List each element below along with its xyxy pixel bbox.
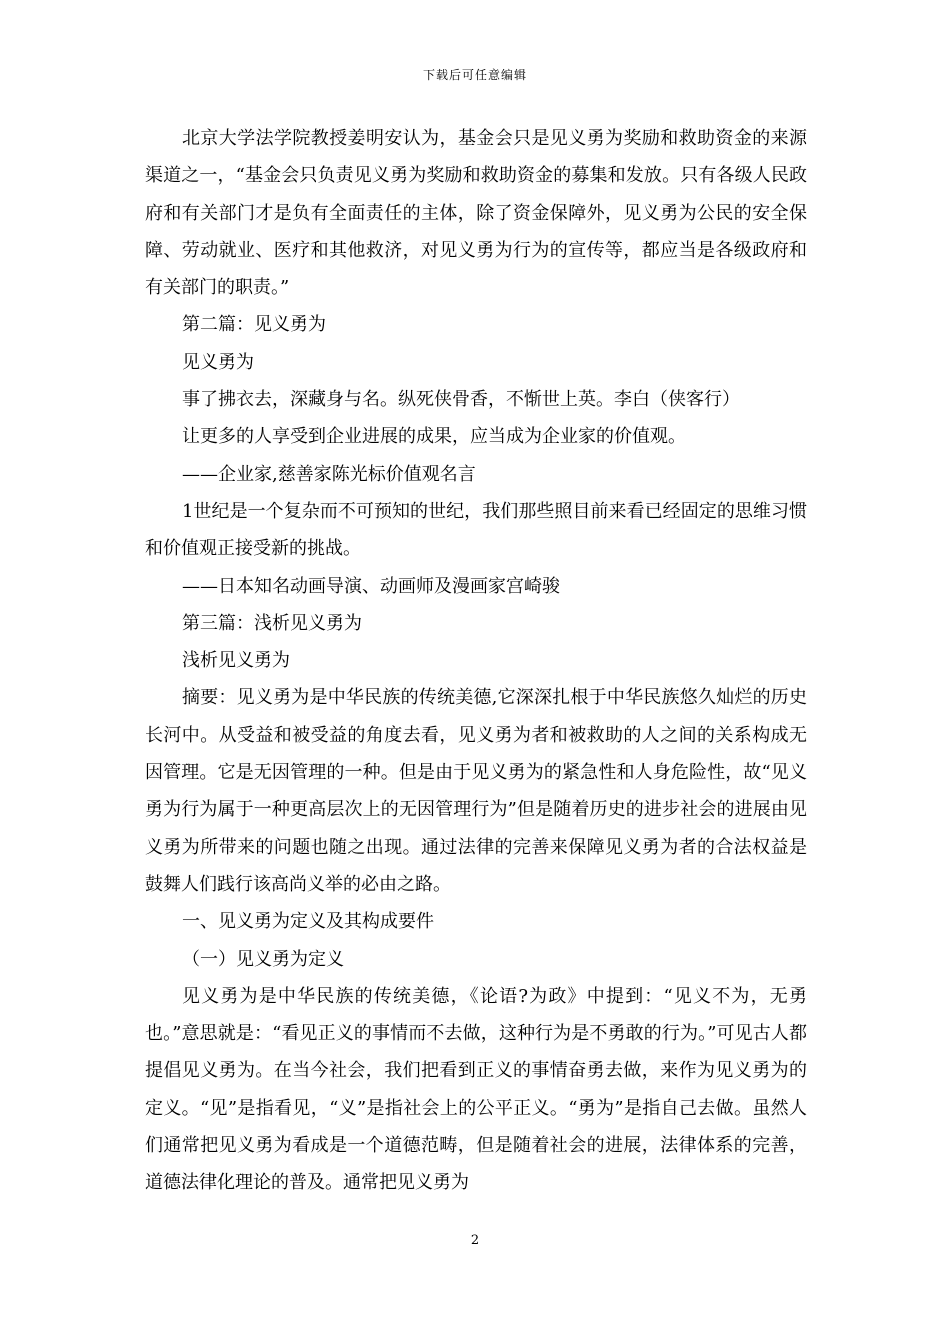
heading-definition-and-elements: 一、见义勇为定义及其构成要件 (182, 911, 434, 933)
paragraph-jiang-mingan-quote: 北京大学法学院教授姜明安认为，基金会只是见义勇为奖励和救助资金的来源渠道之一，“基金会只负责见义勇为奖励和救助资金的募集和发放。只有各级人民政府和有关部门才是负有全面责任的主体，除了资金保障外，见义勇为公民的安全保障、劳动就业、医疗和其他救济，对见义勇为行为的宣传等，都应当是各级政府和有关部门的职责。” (145, 128, 807, 299)
document-body (145, 120, 807, 1202)
subheading-jianyi-yongwei: 见义勇为 (182, 351, 254, 373)
poem-li-bai: 事了拂衣去，深藏身与名。纵死侠骨香，不惭世上英。李白（侠客行） (182, 389, 740, 411)
quote-attribution-miyazaki: ——日本知名动画导演、动画师及漫画家宫崎骏 (182, 575, 560, 597)
section-heading-part-three: 第三篇：浅析见义勇为 (182, 612, 362, 634)
quote-attribution-chen-guangbiao: ——企业家,慈善家陈光标价值观名言 (182, 463, 476, 485)
section-heading-part-two: 第二篇：见义勇为 (182, 314, 326, 336)
paragraph-definition-body: 见义勇为是中华民族的传统美德，《论语?为政》中提到：“见义不为，无勇也。”意思就是：“看见正义的事情而不去做，这种行为是不勇敢的行为。”可见古人都提倡见义勇为。在当今社会，我们把看到正义的事情奋勇去做，来作为见义勇为的定义。“见”是指看见，“义”是指社会上的公平正义。“勇为”是指自己去做。虽然人们通常把见义勇为看成是一个道德范畴，但是随着社会的进展，法律体系的完善，道德法律化理论的普及。通常把见义勇为 (145, 985, 807, 1194)
heading-definition: （一）见义勇为定义 (182, 948, 344, 970)
quote-century-challenges: 1世纪是一个复杂而不可预知的世纪，我们那些照目前来看已经固定的思维习惯和价值观正接受新的挑战。 (145, 500, 807, 560)
subheading-analysis: 浅析见义勇为 (182, 650, 290, 672)
quote-entrepreneur-values: 让更多的人享受到企业进展的成果，应当成为企业家的价值观。 (182, 426, 686, 448)
page-number: 2 (470, 1233, 480, 1248)
page-header: 下载后可任意编辑 (422, 68, 527, 82)
paragraph-abstract: 摘要：见义勇为是中华民族的传统美德,它深深扎根于中华民族悠久灿烂的历史长河中。从受益和被受益的角度去看，见义勇为者和被救助的人之间的关系构成无因管理。它是无因管理的一种。但是由于见义勇为的紧急性和人身危险性，故“见义勇为行为属于一种更高层次上的无因管理行为”但是随着历史的进步社会的进展由见义勇为所带来的问题也随之出现。通过法律的完善来保障见义勇为者的合法权益是鼓舞人们践行该高尚义举的必由之路。 (145, 687, 807, 895)
